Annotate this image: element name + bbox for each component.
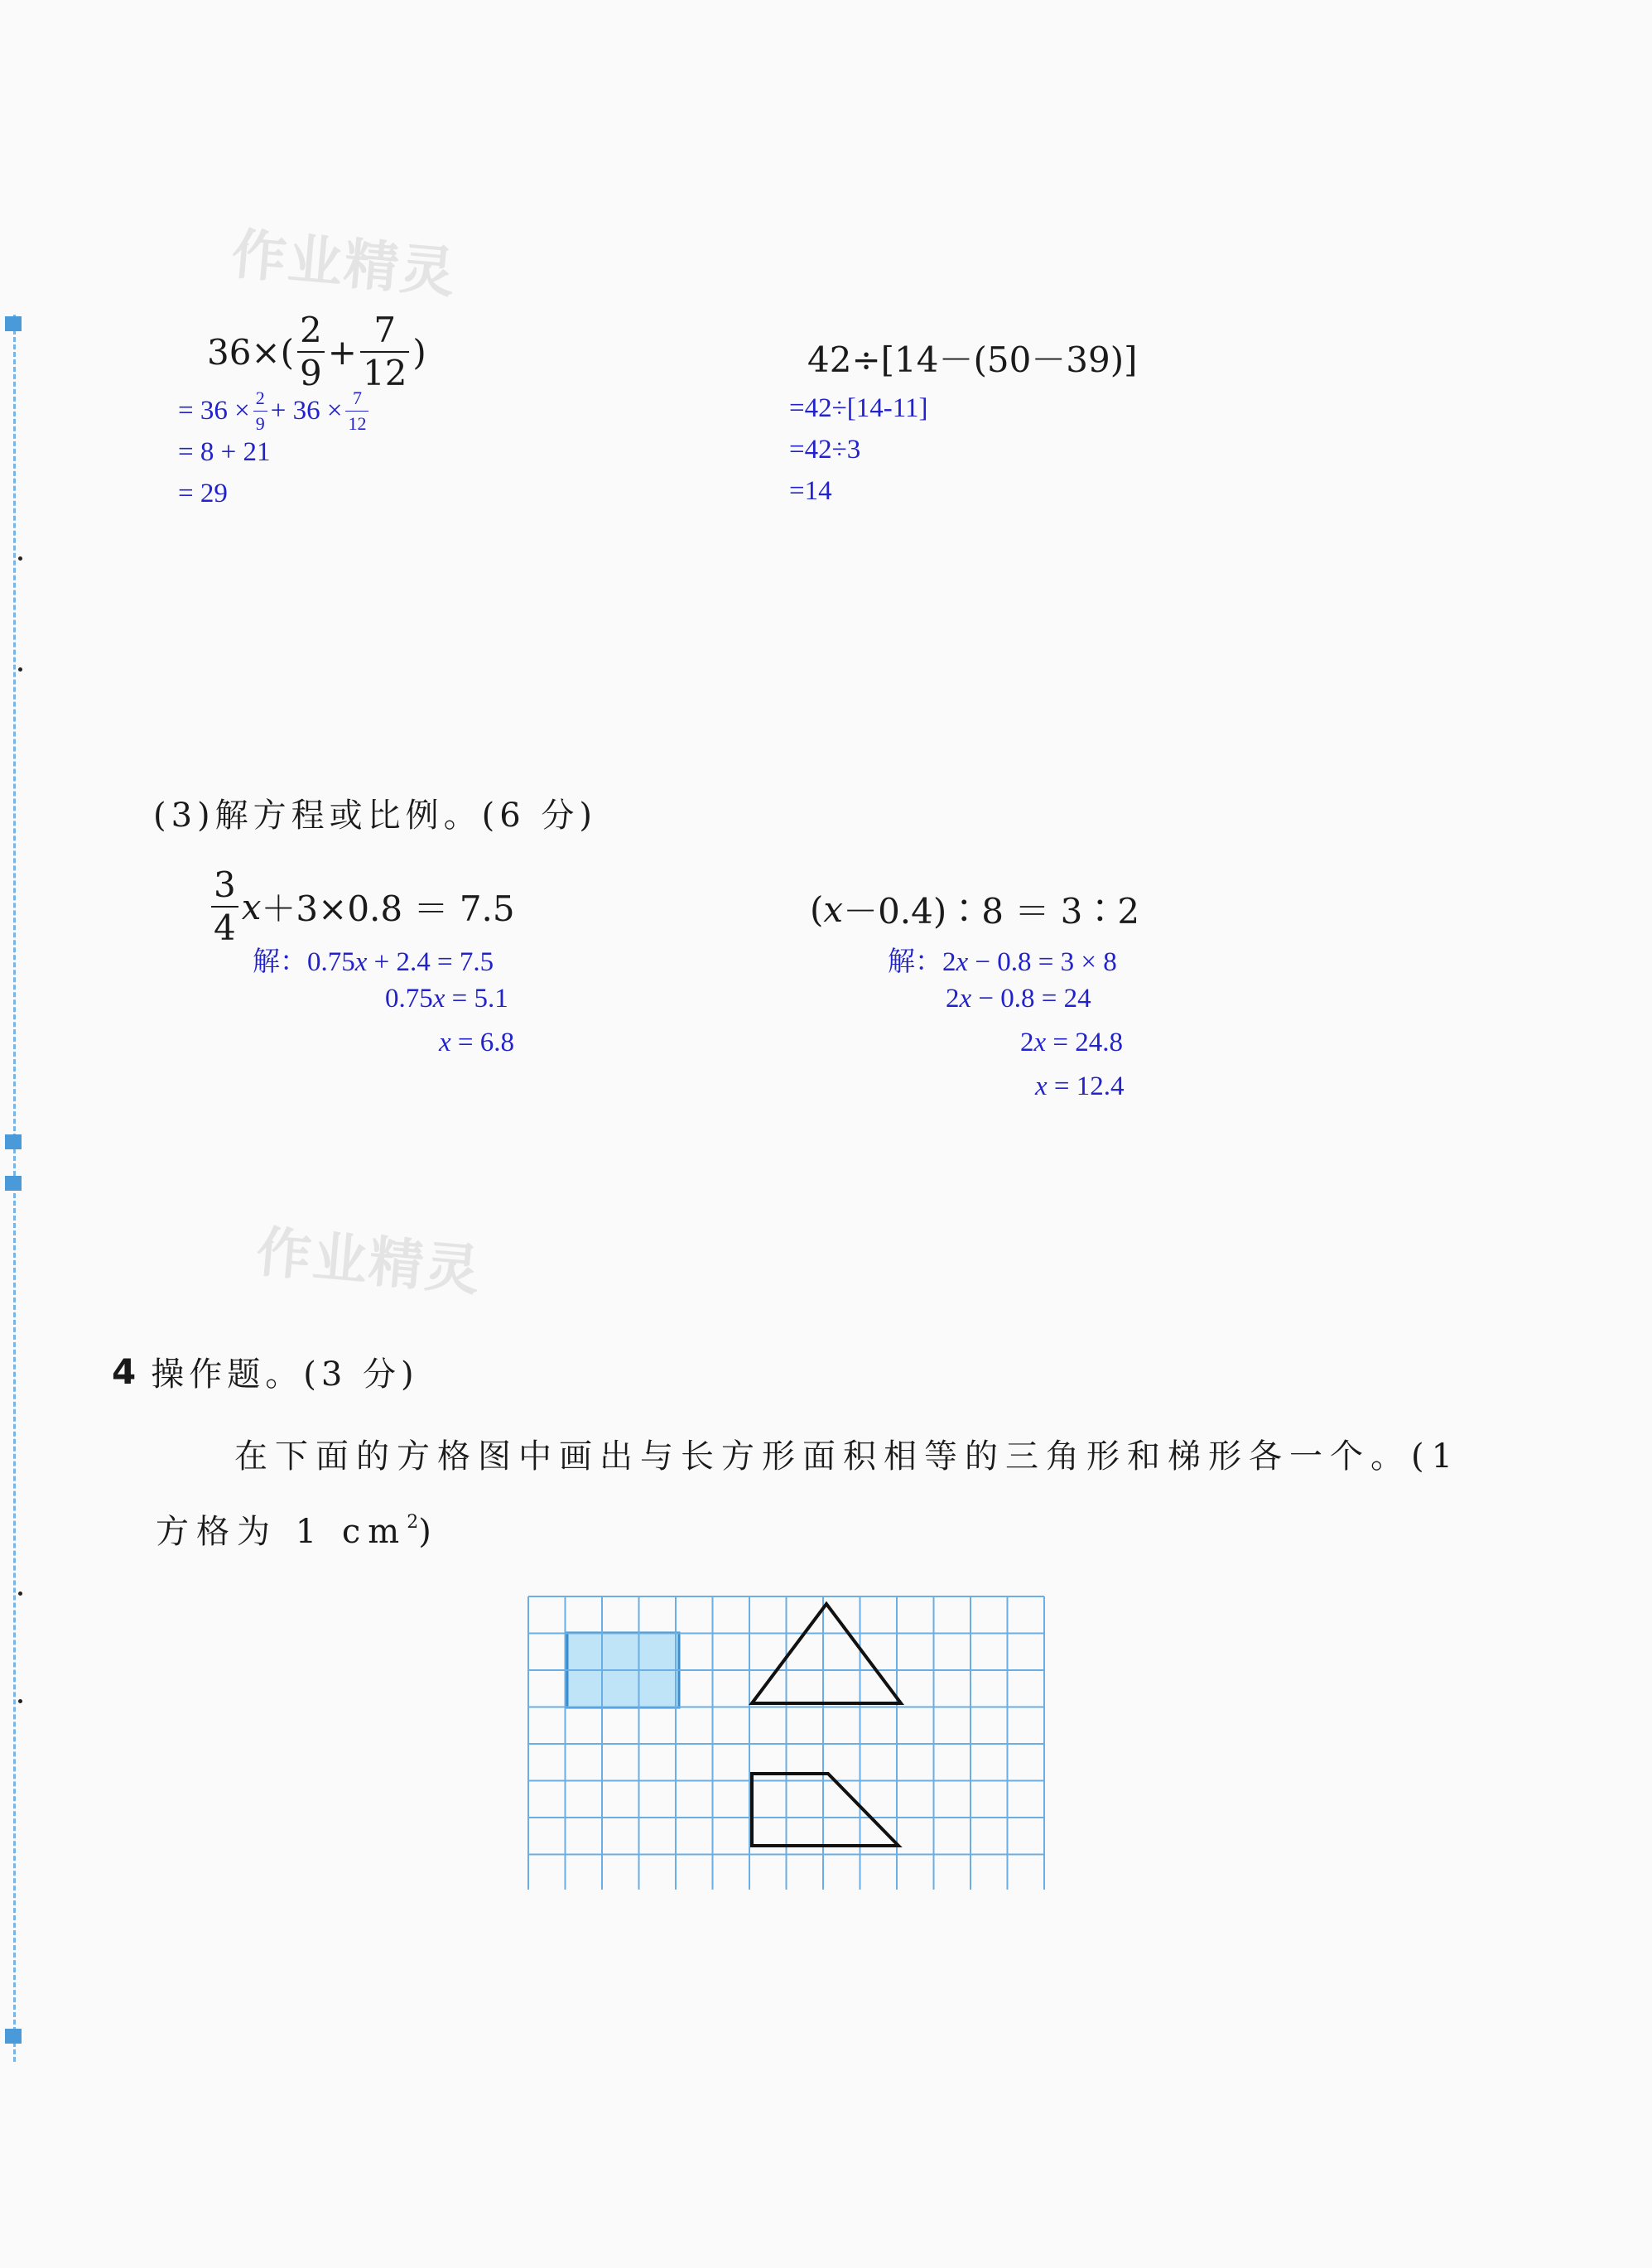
problem-b-step-2: =42÷3 [789,435,861,465]
triangle-shape [752,1604,901,1703]
equation-1-step-1: 解：0.75x + 2.4 = 7.5 [253,947,494,977]
margin-dot [18,1591,22,1596]
square-grid-figure [522,1591,1060,1890]
equation-2-step-4: x = 12.4 [1035,1071,1125,1101]
problem-a-expression: 36×( $\frac{2}{9}$ + $\frac{7}{12}$ ) [207,310,426,393]
section-4-instruction-line-1: 在下面的方格图中画出与长方形面积相等的三角形和梯形各一个。(1 [234,1437,1461,1476]
equation-2: ( x －0.4)∶8 ＝ 3∶2 [810,888,1140,932]
binding-mark [5,1176,22,1191]
question-number: 4 [112,1351,137,1392]
margin-dot [18,556,22,561]
equation-2-step-3: 2x = 24.8 [1020,1028,1124,1057]
binding-mark [5,316,22,331]
watermark: 作业精灵 [229,222,460,306]
equation-1-step-3: x = 6.8 [439,1028,515,1057]
problem-a-step-1: = 36 × $\frac{2}{9}$ + 36 × $\frac{7}{12}$ [178,389,372,433]
margin-dot [18,667,22,672]
watermark: 作业精灵 [253,1220,484,1303]
equation-2-step-2: 2x − 0.8 = 24 [946,984,1091,1014]
binding-mark [5,2029,22,2044]
equation-1: $\frac{3}{4}$ x ＋3×0.8 ＝ 7.5 [211,868,515,946]
problem-b-step-1: =42÷[14-11] [789,393,928,423]
equation-2-step-1: 解：2x − 0.8 = 3 × 8 [888,947,1117,977]
section-4-title: 操作题。(3 分) [151,1356,419,1394]
problem-a-step-2: = 8 + 21 [178,437,271,467]
trapezoid-shape [752,1774,898,1846]
section-4-heading [112,1348,419,1395]
section-3-title: (3)解方程或比例。(6 分) [153,797,598,835]
equation-1-step-2: 0.75x = 5.1 [385,984,508,1014]
problem-b-expression: 42÷[14－(50－39)] [807,339,1138,380]
problem-b-step-3: =14 [789,476,832,506]
margin-dot [18,1699,22,1703]
binding-mark [5,1134,22,1149]
problem-a-step-3: = 29 [178,479,228,508]
section-4-instruction-line-2: 方格为 1 $cm^2$) [156,1512,439,1551]
